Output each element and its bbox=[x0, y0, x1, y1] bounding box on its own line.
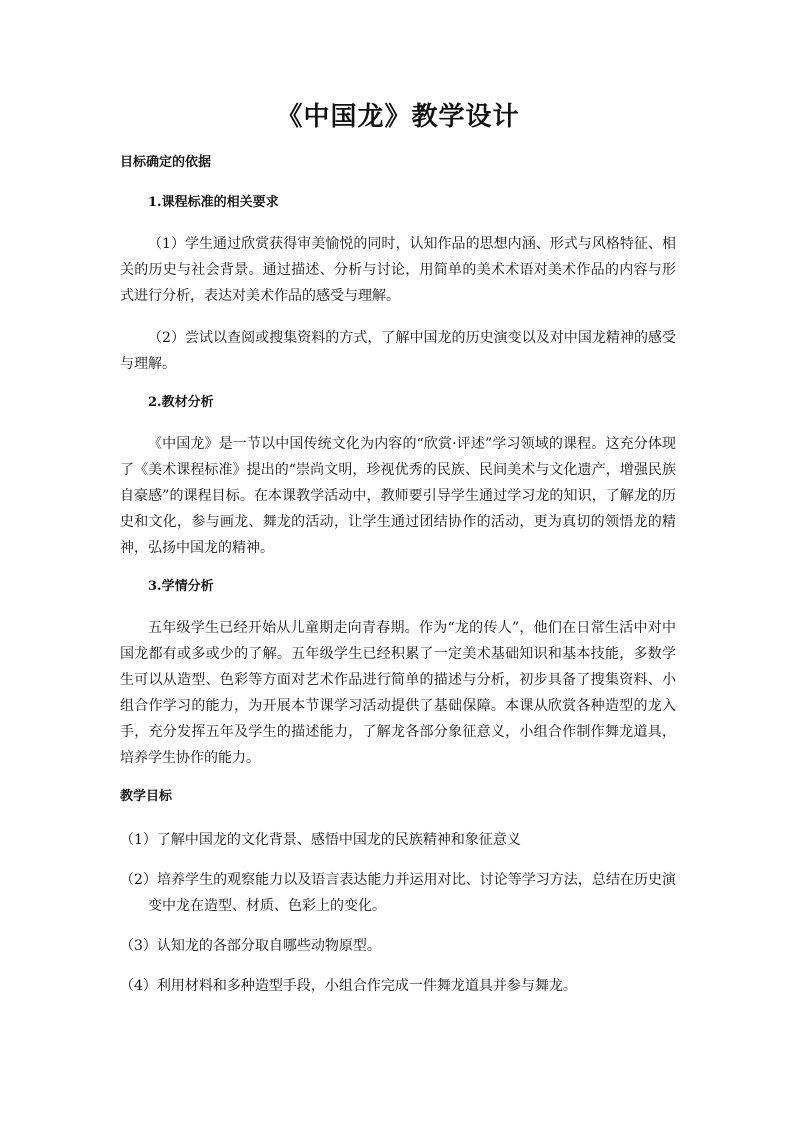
learner-analysis-paragraph: 五年级学生已经开始从儿童期走向青春期。作为“龙的传人”，他们在日常生活中对中国龙都有或多或少的了解。五年级学生已经积累了一定美术基础知识和基本技能，多数学生可以从造型、色彩等方面对艺术作品进行简单的描述与分析，初步具备了搜集资料、小组合作学习的能力，为开展本节课学习活动提供了基础保障。本课从欣赏各种造型的龙入手，充分发挥五年及学生的描述能力，了解龙各部分象征意义，小组合作制作舞龙道具，培养学生协作的能力。 bbox=[120, 620, 676, 766]
document-title: 《中国龙》教学设计 bbox=[276, 102, 520, 132]
subsection-heading-curriculum: 1.课程标准的相关要求 bbox=[148, 195, 279, 210]
subsection-heading-learners: 3.学情分析 bbox=[148, 579, 214, 594]
section-heading-objectives: 教学目标 bbox=[120, 789, 173, 804]
objective-item: （2）培养学生的观察能力以及语言表达能力并运用对比、讨论等学习方法，总结在历史演变中龙在造型、材质、色彩上的变化。 bbox=[120, 872, 676, 914]
curriculum-paragraph-2: （2）尝试以查阅或搜集资料的方式，了解中国龙的历史演变以及对中国龙精神的感受与理解。 bbox=[120, 330, 676, 372]
textbook-analysis-paragraph: 《中国龙》是一节以中国传统文化为内容的“欣赏·评述”学习领域的课程。这充分体现了《美术课程标准》提出的“崇尚文明，珍视优秀的民族、民间美术与文化遗产，增强民族自豪感”的课程目标。在本课教学活动中，教师要引导学生通过学习龙的知识，了解龙的历史和文化，参与画龙、舞龙的活动，让学生通过团结协作的活动，更为真切的领悟龙的精神，弘扬中国龙的精神。 bbox=[120, 436, 676, 556]
curriculum-paragraph-1: （1）学生通过欣赏获得审美愉悦的同时，认知作品的思想内涵、形式与风格特征、相关的历史与社会背景。通过描述、分析与讨论，用简单的美术术语对美术作品的内容与形式进行分析，表达对美术作品的感受与理解。 bbox=[120, 236, 676, 304]
section-heading-basis: 目标确定的依据 bbox=[120, 155, 212, 170]
subsection-heading-textbook: 2.教材分析 bbox=[148, 395, 214, 410]
document-body bbox=[120, 97, 676, 1013]
objective-item: （4）利用材料和多种造型手段，小组合作完成一件舞龙道具并参与舞龙。 bbox=[120, 978, 577, 994]
objective-item: （3）认知龙的各部分取自哪些动物原型。 bbox=[120, 938, 381, 954]
objective-item: （1）了解中国龙的文化背景、感悟中国龙的民族精神和象征意义 bbox=[120, 832, 521, 848]
